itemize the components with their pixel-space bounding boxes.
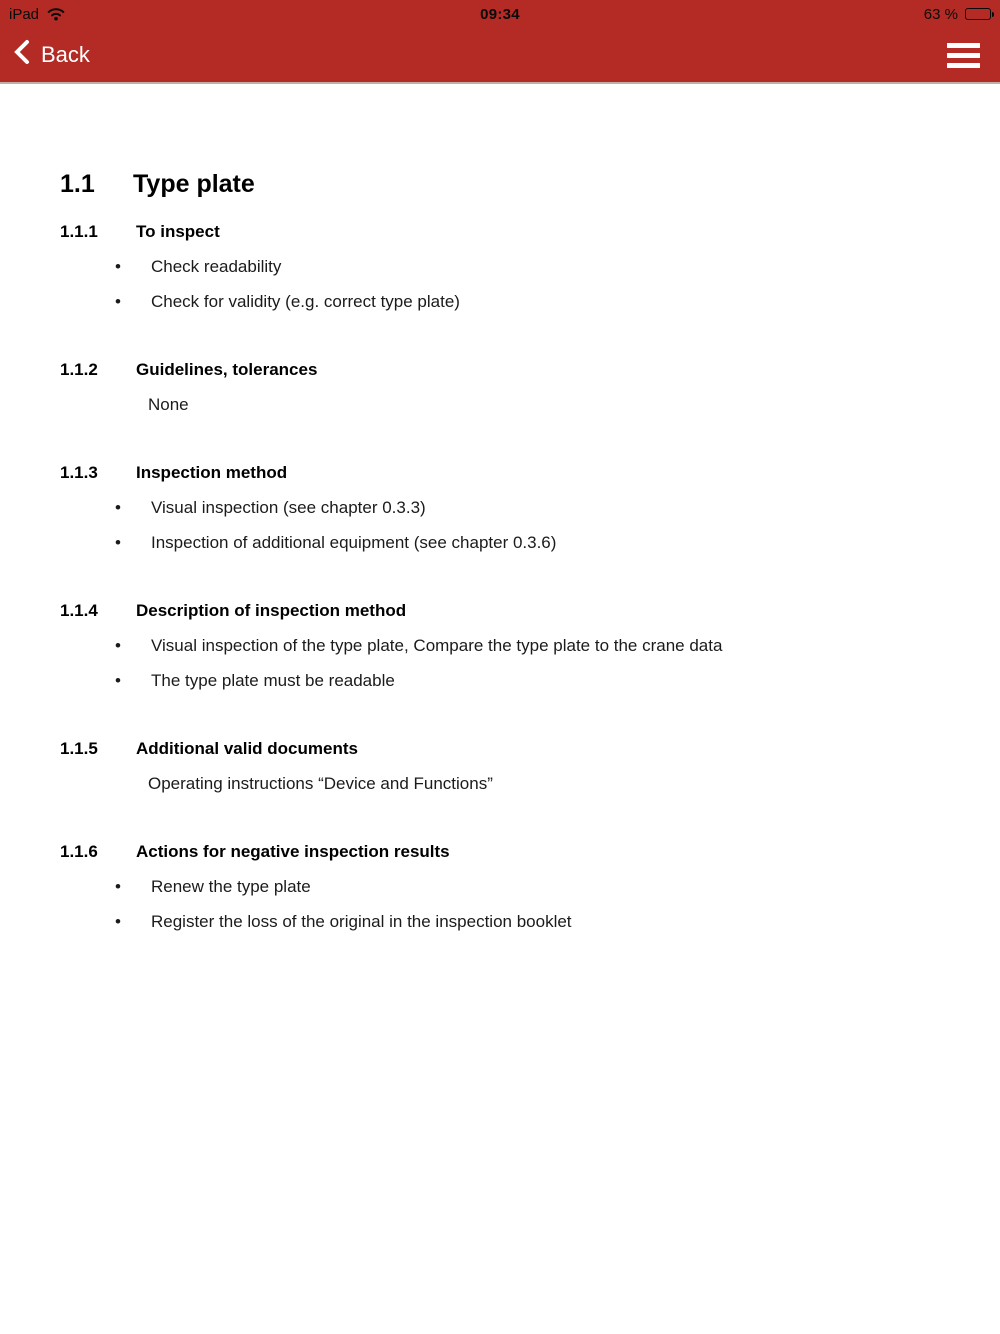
chevron-left-icon bbox=[12, 38, 32, 72]
bullet-text: Register the loss of the original in the inspection booklet bbox=[151, 912, 572, 931]
section-paragraph: Operating instructions “Device and Functions” bbox=[148, 774, 493, 793]
bullet-text: Visual inspection of the type plate, Compare the type plate to the crane data bbox=[151, 636, 723, 655]
status-bar bbox=[0, 0, 1000, 28]
carrier-label: iPad bbox=[9, 5, 40, 23]
status-time: 09:34 bbox=[480, 5, 520, 23]
nav-bar bbox=[0, 28, 1000, 82]
bullet-text: Check for validity (e.g. correct type plate) bbox=[151, 292, 460, 311]
bullet-text: Check readability bbox=[151, 257, 282, 276]
section-title: Actions for negative inspection results bbox=[136, 842, 450, 861]
section-header bbox=[60, 455, 940, 490]
section-header bbox=[60, 834, 940, 869]
bullet-icon: • bbox=[115, 671, 121, 690]
bullet-icon: • bbox=[115, 498, 121, 517]
section-number: 1.1.3 bbox=[60, 463, 98, 482]
battery-percent-label: 63 % bbox=[923, 5, 958, 23]
bullet-item bbox=[60, 663, 940, 698]
status-left bbox=[9, 4, 66, 25]
bullet-icon: • bbox=[115, 533, 121, 552]
wifi-icon bbox=[46, 6, 66, 25]
section-number: 1.1.1 bbox=[60, 222, 98, 241]
section-header bbox=[60, 731, 940, 766]
chapter-title: Type plate bbox=[133, 170, 255, 198]
app-header bbox=[0, 0, 1000, 84]
section-additional-valid-documents bbox=[60, 731, 940, 801]
document-page bbox=[0, 166, 1000, 939]
bullet-text: The type plate must be readable bbox=[151, 671, 395, 690]
back-label: Back bbox=[41, 42, 90, 67]
section-title: Description of inspection method bbox=[136, 601, 407, 620]
section-inspection-method bbox=[60, 455, 940, 560]
section-title: Inspection method bbox=[136, 463, 288, 482]
chapter-number: 1.1 bbox=[60, 170, 95, 198]
bullet-icon: • bbox=[115, 877, 121, 896]
section-number: 1.1.2 bbox=[60, 360, 98, 379]
section-header bbox=[60, 214, 940, 249]
section-number: 1.1.5 bbox=[60, 739, 98, 758]
hamburger-menu-button[interactable] bbox=[947, 39, 980, 72]
bullet-icon: • bbox=[115, 292, 121, 311]
status-right bbox=[924, 6, 991, 23]
section-number: 1.1.4 bbox=[60, 601, 98, 620]
bullet-text: Visual inspection (see chapter 0.3.3) bbox=[151, 498, 426, 517]
section-title: To inspect bbox=[136, 222, 220, 241]
section-paragraph: None bbox=[148, 395, 189, 414]
section-header bbox=[60, 352, 940, 387]
bullet-icon: • bbox=[115, 636, 121, 655]
bullet-item bbox=[60, 904, 940, 939]
bullet-icon: • bbox=[115, 912, 121, 931]
section-to-inspect bbox=[60, 214, 940, 319]
bullet-item bbox=[60, 490, 940, 525]
bullet-text: Inspection of additional equipment (see chapter 0.3.6) bbox=[151, 533, 557, 552]
section-guidelines-tolerances bbox=[60, 352, 940, 422]
bullet-item bbox=[60, 869, 940, 904]
bullet-item bbox=[60, 284, 940, 319]
hamburger-bar bbox=[947, 63, 980, 68]
bullet-item bbox=[60, 628, 940, 663]
back-button[interactable] bbox=[12, 38, 90, 72]
hamburger-bar bbox=[947, 53, 980, 58]
bullet-text: Renew the type plate bbox=[151, 877, 311, 896]
hamburger-bar bbox=[947, 43, 980, 48]
section-description-of-inspection-method bbox=[60, 593, 940, 698]
bullet-item bbox=[60, 249, 940, 284]
bullet-icon: • bbox=[115, 257, 121, 276]
battery-icon bbox=[965, 8, 991, 20]
section-title: Guidelines, tolerances bbox=[136, 360, 318, 379]
section-title: Additional valid documents bbox=[136, 739, 358, 758]
chapter-heading bbox=[60, 166, 940, 202]
section-actions-for-negative-results bbox=[60, 834, 940, 939]
bullet-item bbox=[60, 525, 940, 560]
section-number: 1.1.6 bbox=[60, 842, 98, 861]
section-header bbox=[60, 593, 940, 628]
